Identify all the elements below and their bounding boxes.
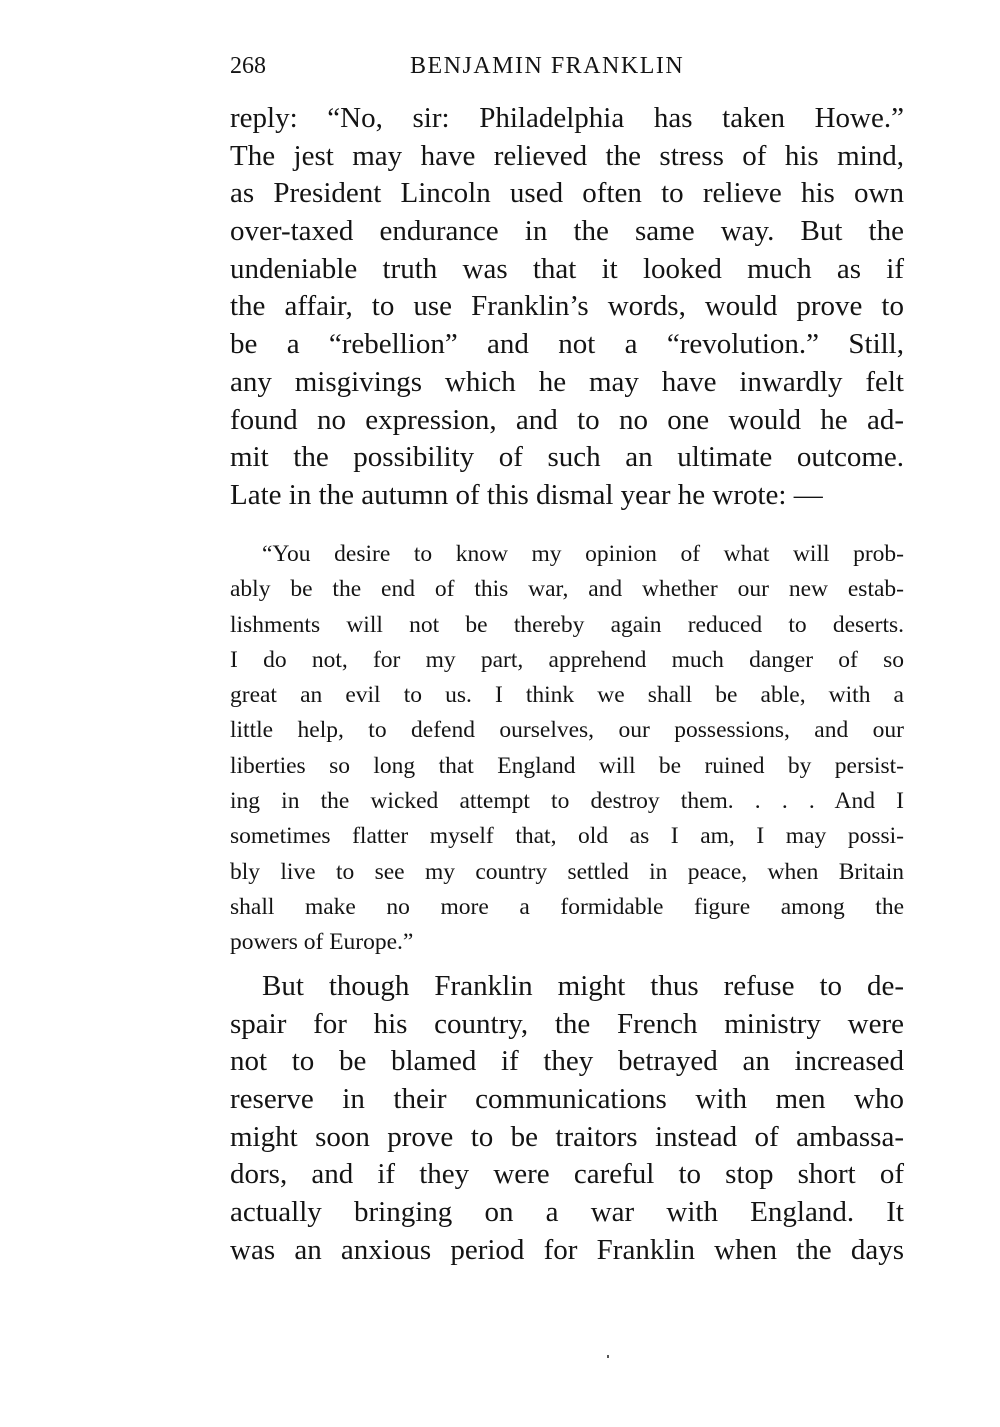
text-line: reply: “No, sir: Philadelphia has taken Howe.” xyxy=(230,102,904,134)
text-line: as President Lincoln used often to relieve his own xyxy=(230,177,904,210)
text-line: The jest may have relieved the stress of his mind, xyxy=(230,139,904,172)
quote-line: “You desire to know my opinion of what will prob- xyxy=(262,541,904,567)
quote-line: I do not, for my part, apprehend much danger of so xyxy=(230,646,904,673)
text-line: over-taxed endurance in the same way. But the xyxy=(230,215,904,248)
text-line: spair for his country, the French ministry were xyxy=(230,1007,904,1040)
text-line: Late in the autumn of this dismal year he wrote: — xyxy=(230,478,823,511)
quote-line: ably be the end of this war, and whether our new estab- xyxy=(230,576,904,603)
quote-line: liberties so long that England will be ruined by persist- xyxy=(230,752,904,779)
text-line: reserve in their communications with men who xyxy=(230,1083,904,1116)
running-title: BENJAMIN FRANKLIN xyxy=(410,53,685,79)
quote-line: shall make no more a formidable figure among the xyxy=(230,893,904,920)
text-line: undeniable truth was that it looked much as if xyxy=(230,252,904,285)
text-line: dors, and if they were careful to stop short of xyxy=(230,1158,904,1191)
text-line: not to be blamed if they betrayed an increased xyxy=(230,1045,904,1078)
quote-line: bly live to see my country settled in peace, when Britain xyxy=(230,858,904,885)
block-quotation xyxy=(230,537,904,961)
paragraph-new xyxy=(230,968,904,1270)
paragraph-continuation xyxy=(230,100,904,515)
text-line: the affair, to use Franklin’s words, would prove to xyxy=(230,290,904,323)
text-line: was an anxious period for Franklin when the days xyxy=(230,1233,904,1266)
text-line: actually bringing on a war with England. It xyxy=(230,1196,904,1229)
quote-line: little help, to defend ourselves, our possessions, and our xyxy=(230,717,904,744)
text-line: might soon prove to be traitors instead of ambassa- xyxy=(230,1120,904,1153)
text-line: any misgivings which he may have inwardly felt xyxy=(230,365,904,398)
quote-line: sometimes flatter myself that, old as I am, I may possi- xyxy=(230,823,904,850)
text-line: be a “rebellion” and not a “revolution.” Still, xyxy=(230,328,904,361)
running-header xyxy=(230,50,904,82)
text-line: found no expression, and to no one would he ad- xyxy=(230,403,904,436)
text-line: mit the possibility of such an ultimate outcome. xyxy=(230,441,904,474)
page-number: 268 xyxy=(230,53,266,79)
quote-line: powers of Europe.” xyxy=(230,929,414,956)
text-line: But though Franklin might thus refuse to de- xyxy=(262,970,904,1002)
quote-line: lishments will not be thereby again reduced to deserts. xyxy=(230,611,904,638)
quote-line: great an evil to us. I think we shall be able, with a xyxy=(230,682,904,709)
quote-line: ing in the wicked attempt to destroy them. . . . And I xyxy=(230,788,904,815)
scan-speck xyxy=(607,1355,609,1358)
